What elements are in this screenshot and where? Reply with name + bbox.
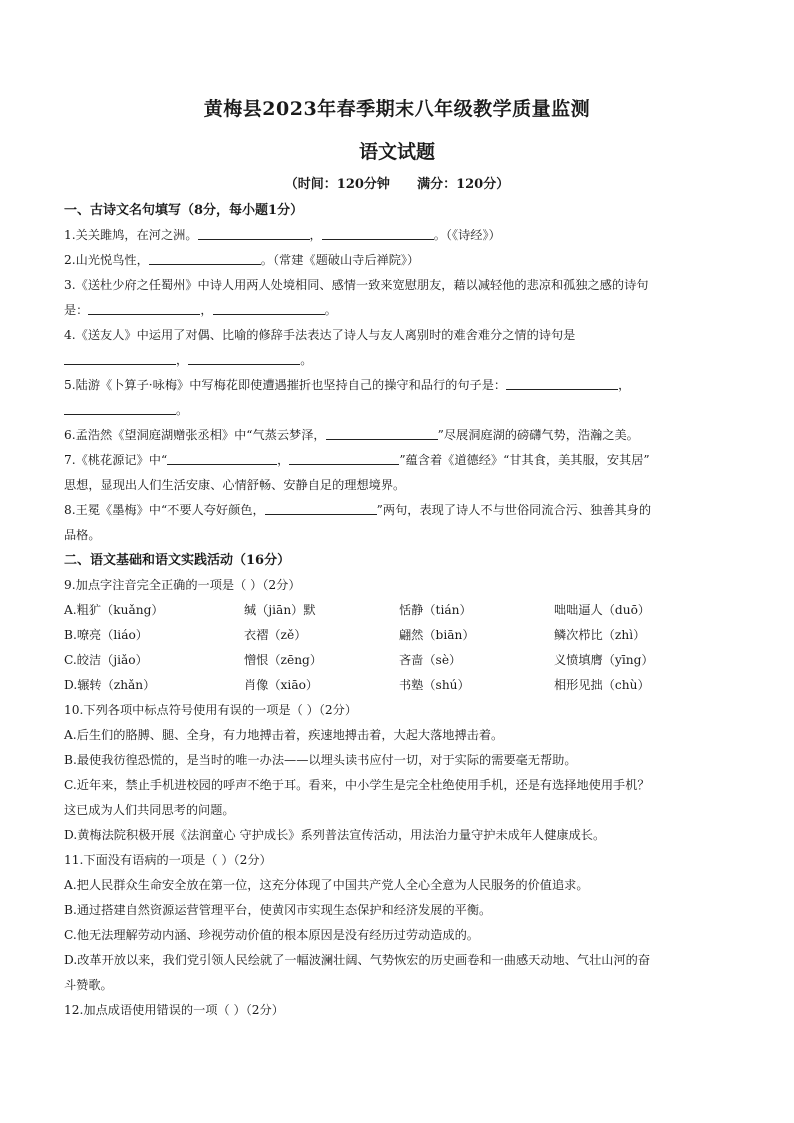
question-10-option-c-cont: 这已成为人们共同思考的问题。 [64,803,235,817]
section1-heading: 一、古诗文名句填写（8分，每小题1分） [64,203,304,218]
question-9-option-b: B.嘹亮（liáo） 衣褶（zě） 翩然（biān） 鳞次栉比（zhì） [64,628,646,642]
answer-blank [289,449,399,465]
question-10-option-d: D.黄梅法院积极开展《法润童心 守护成长》系列普法宣传活动，用法治力量守护未成年人健康成长。 [64,828,606,842]
question-9-option-a: A.粗犷（kuǎng） 缄（jiān）默 恬静（tián） 咄咄逼人（duō） [64,603,651,617]
question-1: 1.关关雎鸠，在河之洲。 ， 。（《诗经》） [64,223,740,248]
answer-blank [149,249,261,265]
question-6: 6.孟浩然《望洞庭湖赠张丞相》中“气蒸云梦泽， ”尽展洞庭湖的磅礴气势，浩瀚之美。 [64,423,740,448]
question-9-stem: 9.加点字注音完全正确的一项是（ ）（2分） [64,578,301,592]
question-10-option-b: B.最使我彷徨恐慌的，是当时的唯一办法——以埋头读书应付一切，对于实际的需要毫无帮助。 [64,753,577,767]
answer-blank [188,349,300,365]
answer-blank [198,224,310,240]
question-5: 5.陆游《卜算子·咏梅》中写梅花即使遭遇摧折也坚持自己的操守和品行的句子是： ， [64,373,740,398]
question-11-option-d-cont: 斗赞歌。 [64,978,113,992]
question-11-option-d: D.改革开放以来，我们党引领人民绘就了一幅波澜壮阔、气势恢宏的历史画卷和一曲感天动地、气壮山河的奋 [64,953,651,967]
answer-blank [265,499,377,515]
question-12-stem: 12.加点成语使用错误的一项（ ）（2分） [64,1003,284,1017]
question-4-cont: ， 。 [64,348,740,373]
question-3: 3.《送杜少府之任蜀州》中诗人用两人处境相同、感情一致来宽慰朋友，藉以减轻他的悲凉和孤独之感的诗句 [64,278,649,292]
answer-blank [322,224,434,240]
answer-blank [88,299,200,315]
answer-blank [326,424,438,440]
question-3-cont: 是： ， 。 [64,298,740,323]
question-8-cont: 品格。 [64,528,101,542]
exam-title: 黄梅县2023年春季期末八年级教学质量监测 [203,98,591,120]
subject-title: 语文试题 [358,141,435,163]
question-9-option-d: D.辗转（zhǎn） 肖像（xiāo） 书塾（shú） 相形见拙（chù） [64,678,650,692]
question-4: 4.《送友人》中运用了对偶、比喻的修辞手法表达了诗人与友人离别时的难舍难分之情的诗句是 [64,328,576,342]
answer-blank [167,449,277,465]
section2-heading: 二、语文基础和语文实践活动（16分） [64,553,291,568]
question-11-option-c: C.他无法理解劳动内涵、珍视劳动价值的根本原因是没有经历过劳动造成的。 [64,928,479,942]
question-9-option-c: C.皎洁（jiǎo） 憎恨（zēng） 吝啬（sè） 义愤填膺（yīng） [64,653,654,667]
question-5-cont: 。 [64,398,740,423]
question-10-option-c: C.近年来，禁止手机进校园的呼声不绝于耳。看来，中小学生是完全杜绝使用手机，还是有选择地使用手机？ [64,778,650,792]
answer-blank [64,399,176,415]
exam-time-score: （时间：120分钟 满分：120分） [284,177,510,192]
question-2: 2.山光悦鸟性， 。（常建《题破山寺后禅院》） [64,248,740,273]
question-11-option-b: B.通过搭建自然资源运营管理平台，使黄冈市实现生态保护和经济发展的平衡。 [64,903,492,917]
question-7-cont: 思想，显现出人们生活安康、心情舒畅、安静自足的理想境界。 [64,478,406,492]
question-10-option-a: A.后生们的胳膊、腿、全身，有力地搏击着，疾速地搏击着，大起大落地搏击着。 [64,728,504,742]
question-10-stem: 10.下列各项中标点符号使用有误的一项是（ ）（2分） [64,703,358,717]
question-11-stem: 11.下面没有语病的一项是（ ）（2分） [64,853,272,867]
exam-content [64,198,740,1023]
question-11-option-a: A.把人民群众生命安全放在第一位，这充分体现了中国共产党人全心全意为人民服务的价值追求。 [64,878,589,892]
question-8: 8.王冕《墨梅》中“不要人夸好颜色， ”两句，表现了诗人不与世俗同流合污、独善其身的 [64,498,740,523]
answer-blank [64,349,176,365]
answer-blank [213,299,325,315]
question-7: 7.《桃花源记》中“ ， ”蕴含着《道德经》“甘其食，美其服，安其居” [64,448,740,473]
answer-blank [506,374,618,390]
